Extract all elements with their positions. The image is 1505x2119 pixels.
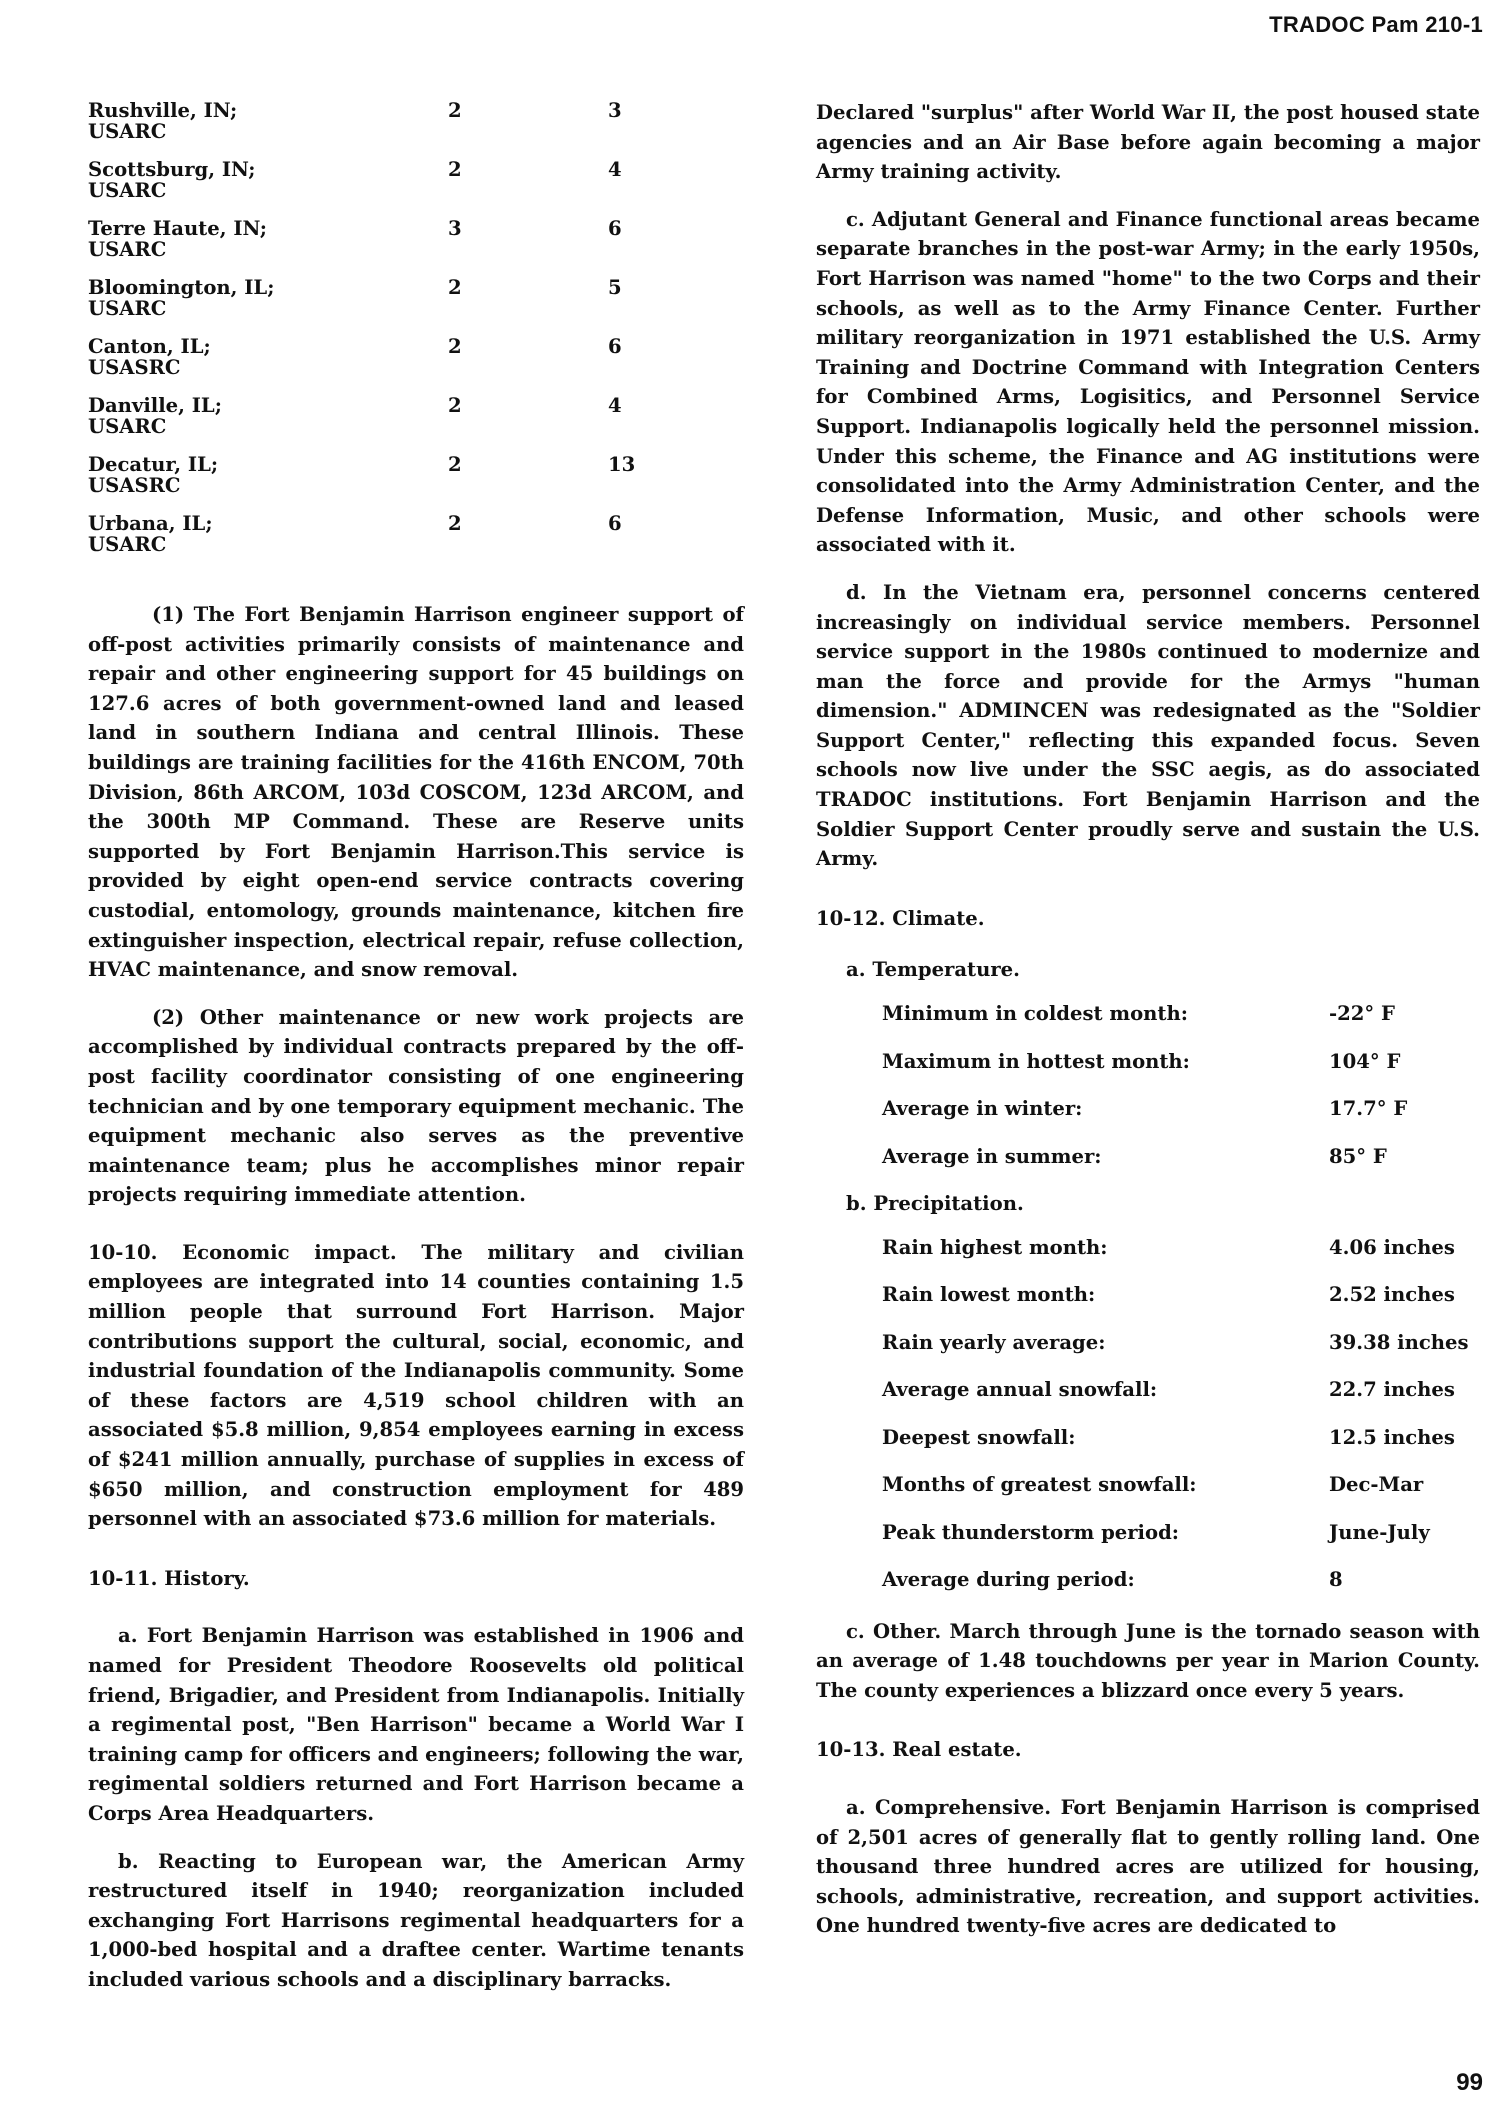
climate-row (882, 1233, 1480, 1281)
paragraph-other-maintenance: (2) Other maintenance or new work projects are accomplished by individual contracts prepared by the off-post facility coordinator consisting of one engineering technician and by one temporary equipment mechanic. The equipment mechanic also serves as the preventive maintenance team; plus he accomplishes minor repair projects requiring immediate attention. (88, 1005, 744, 1207)
climate-value: 4.06 inches (1329, 1235, 1455, 1259)
climate-row (882, 1280, 1480, 1328)
climate-row (882, 1328, 1480, 1376)
climate-row (882, 1423, 1480, 1471)
count-cell-1: 2 (448, 394, 462, 417)
paragraph-history-d: d. In the Vietnam era, personnel concerns centered increasingly on individual service members. Personnel service support in the 1980s continued to modernize and man the force and provide for the Armys "human dimension." ADMINCEN was redesignated as the "Soldier Support Center," reflecting this expanded focus. Seven schools now live under the SSC aegis, as do associated TRADOC institutions. Fort Benjamin Harrison and the Soldier Support Center proudly serve and sustain the U.S. Army. (816, 580, 1480, 871)
climate-row (882, 1375, 1480, 1423)
section-heading: 10-10. Economic impact. (88, 1240, 397, 1264)
climate-value: June-July (1329, 1520, 1430, 1544)
location-name: Rushville, IN; (88, 99, 238, 122)
table-row (88, 454, 728, 513)
location-cell (88, 218, 448, 277)
unit-name: USASRC (88, 356, 181, 379)
location-cell (88, 336, 448, 395)
climate-label: Months of greatest snowfall: (882, 1473, 1197, 1497)
section-economic-impact (88, 1238, 744, 1534)
climate-row (882, 1094, 1480, 1142)
right-column (816, 98, 1480, 1959)
location-name: Scottsburg, IN; (88, 158, 256, 181)
location-cell (88, 159, 448, 218)
location-name: Danville, IL; (88, 394, 222, 417)
location-cell (88, 395, 448, 454)
count-cell-2: 3 (608, 99, 622, 122)
location-name: Decatur, IL; (88, 453, 219, 476)
climate-label: Peak thunderstorm period: (882, 1520, 1180, 1544)
unit-name: USARC (88, 179, 167, 202)
paragraph-history-b-continued: Declared "surplus" after World War II, the post housed state agencies and an Air Base before again becoming a major Army training activity. (816, 101, 1480, 184)
climate-label: Average in summer: (882, 1144, 1102, 1168)
climate-label: Average during period: (882, 1568, 1135, 1592)
paragraph-history-a: a. Fort Benjamin Harrison was established in 1906 and named for President Theodore Roosevelts old political friend, Brigadier, and President from Indianapolis. Initially a regimental post, "Ben Harrison" became a World War I training camp for officers and engineers; following the war, regimental soldiers returned and Fort Harrison became a Corps Area Headquarters. (88, 1624, 744, 1825)
section-heading-real-estate: 10-13. Real estate. (816, 1738, 1022, 1762)
location-cell (88, 454, 448, 513)
climate-row (882, 1142, 1480, 1190)
count-cell-1: 2 (448, 335, 462, 358)
table-row (88, 159, 728, 218)
unit-name: USARC (88, 120, 167, 143)
climate-label: Average in winter: (882, 1097, 1083, 1121)
climate-label: Deepest snowfall: (882, 1425, 1076, 1449)
unit-name: USASRC (88, 474, 181, 497)
climate-value: 8 (1329, 1568, 1343, 1592)
paragraph-real-estate-a: a. Comprehensive. Fort Benjamin Harrison is comprised of 2,501 acres of generally flat to gently rolling land. One thousand three hundred acres are utilized for housing, schools, administrative, recreation, and support activities. One hundred twenty-five acres are dedicated to (816, 1796, 1480, 1938)
count-cell-1: 2 (448, 276, 462, 299)
count-cell-2: 6 (608, 335, 622, 358)
location-name: Canton, IL; (88, 335, 211, 358)
left-column (88, 100, 744, 2013)
location-cell (88, 100, 448, 159)
running-head: TRADOC Pam 210-1 (1269, 12, 1483, 37)
count-cell-2: 6 (608, 217, 622, 240)
location-cell (88, 513, 448, 572)
count-cell-2: 13 (608, 453, 636, 476)
climate-row (882, 1565, 1480, 1613)
location-name: Urbana, IL; (88, 512, 213, 535)
table-row (88, 100, 728, 159)
climate-row (882, 1470, 1480, 1518)
unit-name: USARC (88, 297, 167, 320)
table-row (88, 336, 728, 395)
page-number: 99 (1456, 2069, 1483, 2096)
climate-value: 104° F (1329, 1049, 1401, 1073)
climate-value: 12.5 inches (1329, 1425, 1455, 1449)
climate-label: Maximum in hottest month: (882, 1049, 1190, 1073)
location-name: Terre Haute, IN; (88, 217, 267, 240)
paragraph-engineer-support: (1) The Fort Benjamin Harrison engineer support of off-post activities primarily consists of maintenance and repair and other engineering support for 45 buildings on 127.6 acres of both government-owned land and leased land in southern Indiana and central Illinois. These buildings are training facilities for the 416th ENCOM, 70th Division, 86th ARCOM, 103d COSCOM, 123d ARCOM, and the 300th MP Command. These are Reserve units supported by Fort Benjamin Harrison.This service is provided by eight open-end service contracts covering custodial, entomology, grounds maintenance, kitchen fire extinguisher inspection, electrical repair, refuse collection, HVAC maintenance, and snow removal. (88, 603, 744, 982)
count-cell-2: 6 (608, 512, 622, 535)
climate-row (882, 1518, 1480, 1566)
count-cell-1: 2 (448, 158, 462, 181)
climate-value: 22.7 inches (1329, 1378, 1455, 1402)
temperature-list (816, 999, 1480, 1189)
unit-name: USARC (88, 238, 167, 261)
location-name: Bloomington, IL; (88, 276, 275, 299)
temperature-title: a. Temperature. (846, 958, 1020, 982)
climate-row (882, 1047, 1480, 1095)
paragraph-climate-other: c. Other. March through June is the tornado season with an average of 1.48 touchdowns per year in Marion County. The county experiences a blizzard once every 5 years. (816, 1619, 1480, 1702)
table-row (88, 395, 728, 454)
climate-value: 2.52 inches (1329, 1283, 1455, 1307)
location-cell (88, 277, 448, 336)
section-body: The military and civilian employees are integrated into 14 counties containing 1.5 million people that surround Fort Harrison. Major contributions support the cultural, social, economic, and industrial foundation of the Indianapolis community. Some of these factors are 4,519 school children with an associated $5.8 million, 9,854 employees earning in excess of $241 million annually, purchase of supplies in excess of $650 million, and construction employment for 489 personnel with an associated $73.6 million for materials. (88, 1240, 744, 1531)
precipitation-title: b. Precipitation. (846, 1192, 1024, 1216)
table-row (88, 218, 728, 277)
climate-label: Rain highest month: (882, 1235, 1108, 1259)
unit-name: USARC (88, 533, 167, 556)
climate-value: 17.7° F (1329, 1097, 1408, 1121)
count-cell-1: 2 (448, 99, 462, 122)
paragraph-history-b: b. Reacting to European war, the American Army restructured itself in 1940; reorganization included exchanging Fort Harrisons regimental headquarters for a 1,000-bed hospital and a draftee center. Wartime tenants included various schools and a disciplinary barracks. (88, 1849, 744, 1991)
climate-row (882, 999, 1480, 1047)
unit-name: USARC (88, 415, 167, 438)
climate-value: Dec-Mar (1329, 1473, 1424, 1497)
paragraph-history-c: c. Adjutant General and Finance functional areas became separate branches in the post-war Army; in the early 1950s, Fort Harrison was named "home" to the two Corps and their schools, as well as to the Army Finance Center. Further military reorganization in 1971 established the U.S. Army Training and Doctrine Command with Integration Centers for Combined Arms, Logisitics, and Personnel Service Support. Indianapolis logically held the personnel mission. Under this scheme, the Finance and AG institutions were consolidated into the Army Administration Center, and the Defense Information, Music, and other schools were associated with it. (816, 207, 1480, 557)
climate-value: 85° F (1329, 1144, 1387, 1168)
count-cell-1: 3 (448, 217, 462, 240)
table-row (88, 277, 728, 336)
count-cell-1: 2 (448, 453, 462, 476)
table-row (88, 513, 728, 572)
climate-label: Rain lowest month: (882, 1283, 1096, 1307)
count-cell-2: 4 (608, 158, 622, 181)
facility-table (88, 100, 728, 572)
climate-label: Rain yearly average: (882, 1330, 1106, 1354)
climate-value: -22° F (1329, 1002, 1395, 1026)
climate-value: 39.38 inches (1329, 1330, 1469, 1354)
section-heading-history: 10-11. History. (88, 1566, 250, 1590)
count-cell-2: 5 (608, 276, 622, 299)
count-cell-1: 2 (448, 512, 462, 535)
section-heading-climate: 10-12. Climate. (816, 906, 985, 930)
count-cell-2: 4 (608, 394, 622, 417)
climate-label: Average annual snowfall: (882, 1378, 1158, 1402)
climate-label: Minimum in coldest month: (882, 1002, 1188, 1026)
precipitation-list (816, 1233, 1480, 1613)
